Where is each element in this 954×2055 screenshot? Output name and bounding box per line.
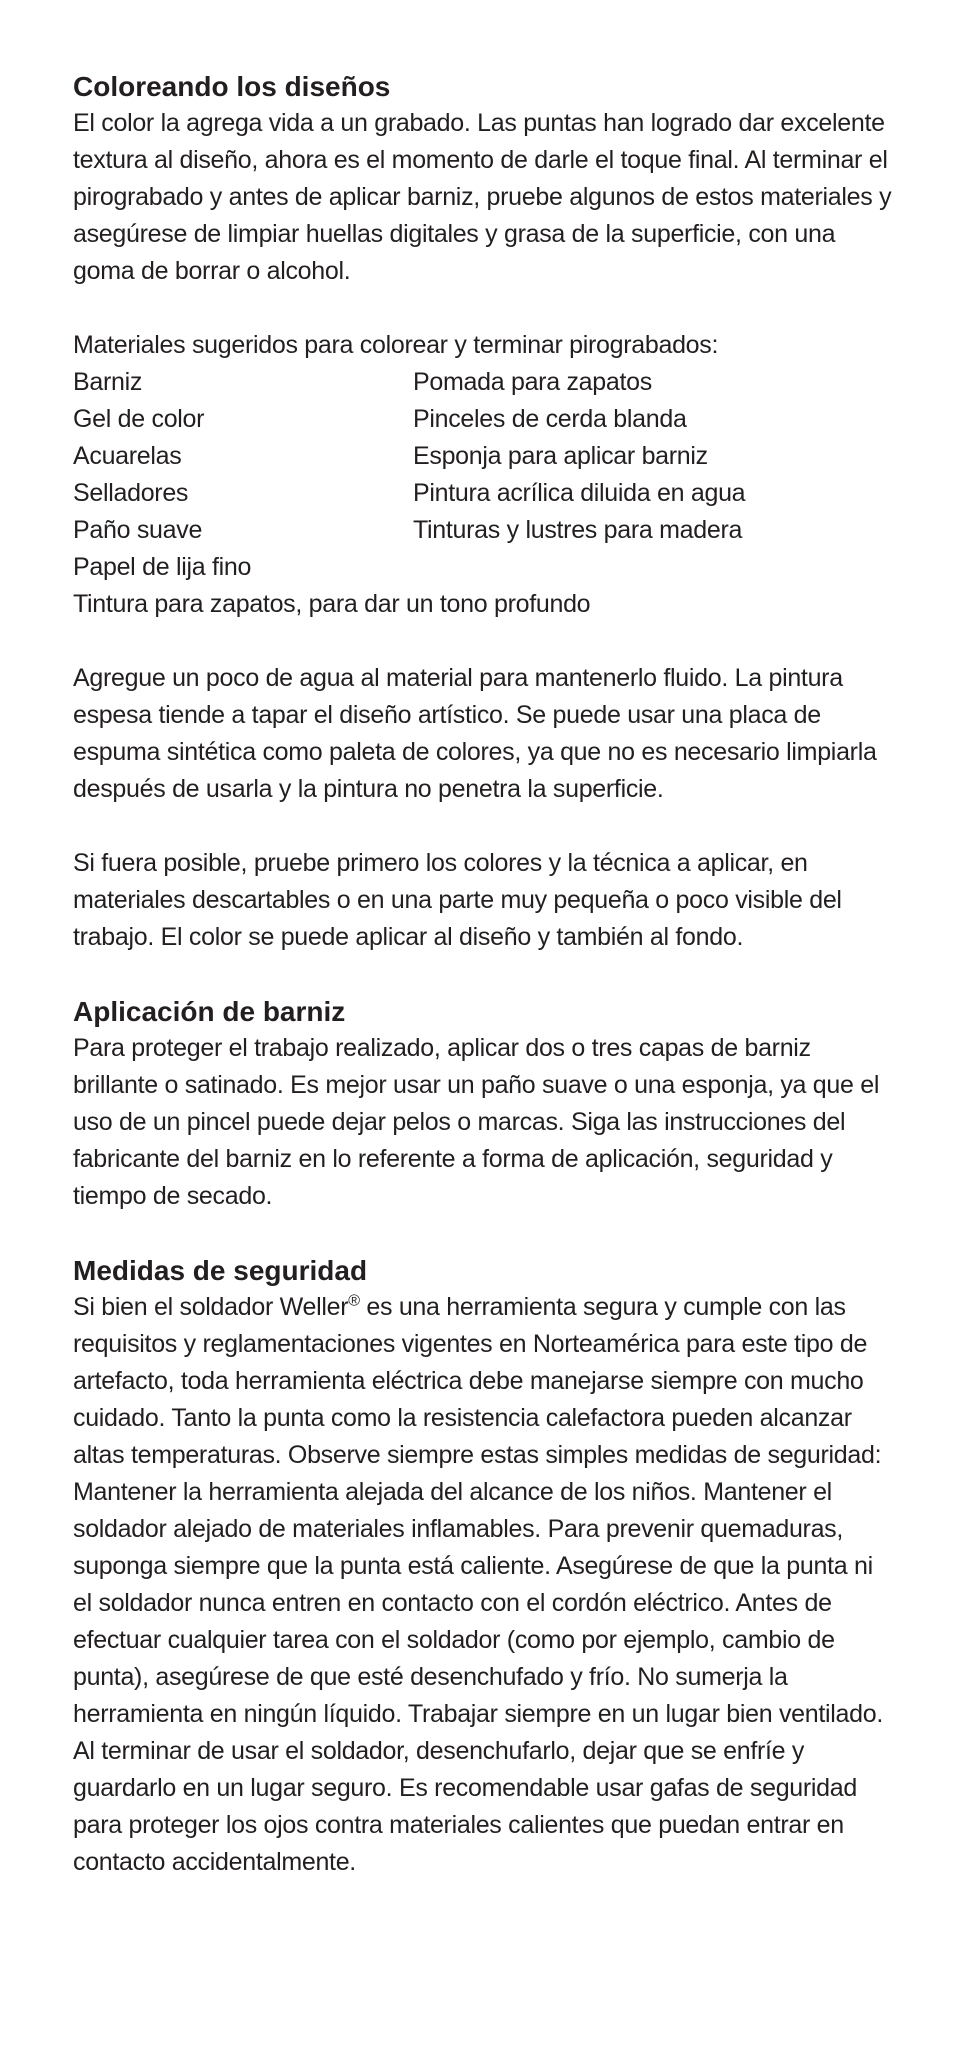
safety-body-rest: es una herramienta segura y cumple con las requisitos y reglamentaciones vigentes en Norteamérica para este tipo de artefacto, toda herramienta eléctrica debe manejarse siempre con mucho cuidado. Tanto la punta como la resistencia calefactora pueden alcanzar altas temperaturas. Observe siempre estas simples medidas de seguridad: Mantener la herramienta alejada del alcance de los niños. Mantener el soldador alejado de materiales inflamables. Para prevenir quemaduras, suponga siempre que la punta está caliente. Asegúrese de que la punta ni el soldador nunca entren en contacto con el cordón eléctrico. Antes de efectuar cualquier tarea con el soldador (como por ejemplo, cambio de punta), asegúrese de que esté desenchufado y frío. No sumerja la herramienta en ningún líquido. Trabajar siempre en un lugar bien ventilado. Al terminar de usar el soldador, desenchufarlo, dejar que se enfríe y guardarlo en un lugar seguro. Es recomendable usar gafas de seguridad para proteger los ojos contra materiales calientes que puedan entrar en contacto accidentalmente. (73, 1293, 883, 1876)
material-item: Tintura para zapatos, para dar un tono profundo (73, 590, 591, 618)
material-item: Barniz (73, 368, 143, 396)
materials-row (73, 512, 894, 549)
material-item: Gel de color (73, 405, 205, 433)
materials-title: Materiales sugeridos para colorear y terminar pirograbados: (73, 331, 719, 359)
varnish-heading: Aplicación de barniz (73, 996, 346, 1027)
safety-body (73, 1289, 894, 1881)
safety-body-start: Si bien el soldador Weller (73, 1293, 349, 1321)
varnish-body: Para proteger el trabajo realizado, aplicar dos o tres capas de barniz brillante o satinado. Es mejor usar un paño suave o una esponja, ya que el uso de un pincel puede dejar pelos o marcas. Siga las instrucciones del fabricante del barniz en lo referente a forma de aplicación, seguridad y tiempo de secado. (73, 1034, 880, 1210)
spacer (73, 1215, 894, 1252)
materials-list (73, 364, 894, 623)
coloring-heading: Coloreando los diseños (73, 71, 391, 102)
materials-row (73, 364, 894, 401)
coloring-intro: El color la agrega vida a un grabado. Las puntas han logrado dar excelente textura al diseño, ahora es el momento de darle el toque final. Al terminar el pirograbado y antes de aplicar barniz, pruebe algunos de estos materiales y asegúrese de limpiar huellas digitales y grasa de la superficie, con una goma de borrar o alcohol. (73, 109, 892, 285)
material-item: Papel de lija fino (73, 553, 252, 581)
materials-row (73, 401, 894, 438)
material-item: Tinturas y lustres para madera (413, 516, 743, 544)
materials-row (73, 438, 894, 475)
spacer (73, 956, 894, 993)
coloring-water-paragraph: Agregue un poco de agua al material para mantenerlo fluido. La pintura espesa tiende a tapar el diseño artístico. Se puede usar una placa de espuma sintética como paleta de colores, ya que no es necesario limpiarla después de usarla y la pintura no penetra la superficie. (73, 664, 877, 803)
material-item: Esponja para aplicar barniz (413, 442, 708, 470)
spacer (73, 808, 894, 845)
material-item: Selladores (73, 479, 189, 507)
material-item: Paño suave (73, 516, 203, 544)
material-item: Acuarelas (73, 442, 182, 470)
material-item: Pinceles de cerda blanda (413, 405, 687, 433)
material-item: Pomada para zapatos (413, 368, 652, 396)
coloring-test-paragraph: Si fuera posible, pruebe primero los colores y la técnica a aplicar, en materiales descartables o en una parte muy pequeña o poco visible del trabajo. El color se puede aplicar al diseño y también al fondo. (73, 849, 842, 951)
registered-mark: ® (348, 1292, 360, 1310)
materials-row (73, 475, 894, 512)
spacer (73, 290, 894, 327)
safety-heading: Medidas de seguridad (73, 1255, 368, 1286)
spacer (73, 623, 894, 660)
material-item: Pintura acrílica diluida en agua (413, 479, 746, 507)
